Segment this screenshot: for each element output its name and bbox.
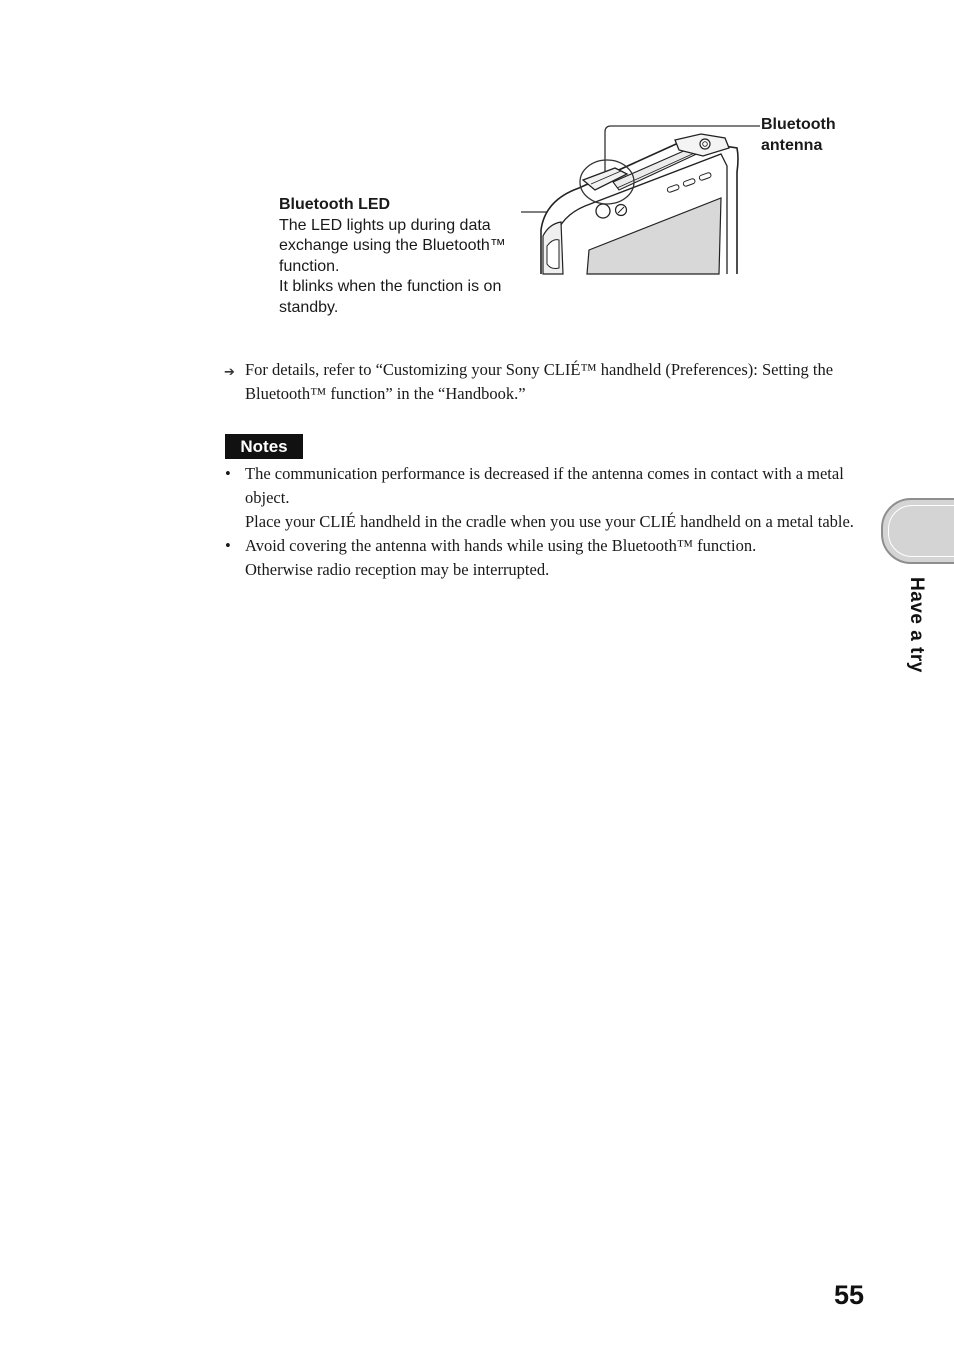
antenna-label: Bluetooth antenna	[761, 116, 836, 154]
led-label-line-1: The LED lights up during data exchange using the Bluetooth™ function.	[279, 216, 506, 275]
page-number: 55	[834, 1280, 865, 1310]
list-item	[224, 534, 864, 582]
note-text: Otherwise radio reception may be interrupted.	[245, 560, 550, 579]
note-text: The communication performance is decreased if the antenna comes in contact with a metal object.	[245, 464, 844, 507]
device-illustration	[515, 118, 765, 278]
notes-badge: Notes	[225, 434, 303, 459]
arrow-right-icon: ➔	[224, 365, 235, 380]
side-tab-label: Have a try	[906, 577, 927, 673]
bullet: •	[225, 464, 231, 483]
note-text: Avoid covering the antenna with hands while using the Bluetooth™ function.	[245, 536, 757, 555]
reference-text: For details, refer to “Customizing your Sony CLIÉ™ handheld (Preferences): Setting the Bluetooth™ function” in the “Handbook.”	[245, 360, 834, 403]
led-label-title: Bluetooth LED	[279, 196, 391, 213]
notes-list	[224, 462, 864, 582]
side-tab	[881, 498, 954, 564]
note-text: Place your CLIÉ handheld in the cradle when you use your CLIÉ handheld on a metal table.	[245, 512, 854, 531]
led-label	[279, 195, 524, 318]
led-label-line-2: It blinks when the function is on standby.	[279, 278, 502, 316]
reference-paragraph	[224, 358, 864, 406]
bullet: •	[225, 536, 231, 555]
list-item	[224, 462, 864, 534]
